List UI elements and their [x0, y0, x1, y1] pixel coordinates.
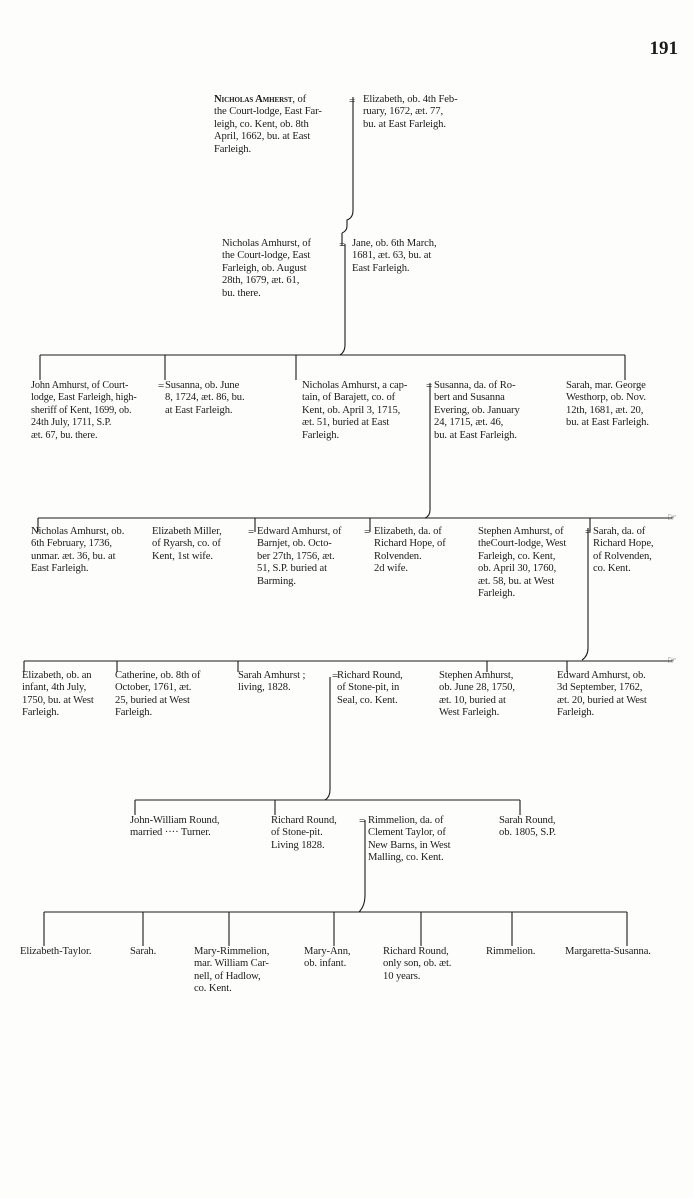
gen3-sarah: Sarah, mar. George Westhorp, ob. Nov. 12th, 1681, æt. 20, bu. at East Farleigh. [566, 380, 649, 429]
gen5-edward: Edward Amhurst, ob. 3d September, 1762, æt. 20, buried at West Farleigh. [557, 670, 647, 719]
gen5-catherine: Catherine, ob. 8th of October, 1761, æt. 25, buried at West Farleigh. [115, 670, 201, 719]
marriage-mark: = [349, 95, 356, 107]
pointing-hand-icon: ☞ [667, 512, 677, 524]
gen6-richard-wife: Rimmelion, da. of Clement Taylor, of New Barns, in West Malling, co. Kent. [368, 815, 451, 864]
gen3-nicholas-wife: Susanna, da. of Ro- bert and Susanna Evering, ob. January 24, 1715, æt. 46, bu. at East Farleigh. [434, 380, 520, 441]
gen2-wife: Jane, ob. 6th March, 1681, æt. 63, bu. at East Farleigh. [352, 238, 437, 274]
gen7-mary-rimmelion: Mary-Rimmelion, mar. William Car- nell, of Hadlow, co. Kent. [194, 946, 270, 995]
gen1-husband: Nicholas Amherst, of the Court-lodge, East Far- leigh, co. Kent, ob. 8th April, 1662, bu. at East Farleigh. [214, 94, 322, 155]
gen3-john: John Amhurst, of Court- lodge, East Farleigh, high- sheriff of Kent, 1699, ob. 24th July, 1711, S.P. æt. 67, bu. there. [31, 380, 137, 441]
marriage-mark: = [339, 239, 346, 251]
gen4-edward-wife2: Elizabeth, da. of Richard Hope, of Rolvenden. 2d wife. [374, 526, 446, 575]
marriage-mark: = [364, 526, 371, 538]
marriage-mark: = [158, 380, 165, 392]
gen3-john-wife: Susanna, ob. June 8, 1724, æt. 86, bu. at East Farleigh. [165, 380, 245, 416]
page-number: 191 [649, 38, 678, 59]
gen6-john-william: John-William Round, married ···· Turner. [130, 815, 220, 839]
marriage-mark: = [332, 670, 339, 682]
pointing-hand-icon: ☞ [667, 655, 677, 667]
gen2-husband: Nicholas Amhurst, of the Court-lodge, East Farleigh, ob. August 28th, 1679, æt. 61, bu. there. [222, 238, 311, 299]
gen7-richard: Richard Round, only son, ob. æt. 10 years. [383, 946, 452, 982]
gen1-wife: Elizabeth, ob. 4th Feb- ruary, 1672, æt. 77, bu. at East Farleigh. [363, 94, 458, 130]
marriage-mark: = [585, 526, 592, 538]
gen3-nicholas: Nicholas Amhurst, a cap- tain, of Barajett, co. of Kent, ob. April 3, 1715, æt. 51, buried at East Farleigh. [302, 380, 408, 441]
gen4-edward: Edward Amhurst, of Barnjet, ob. Octo- ber 27th, 1756, æt. 51, S.P. buried at Barming. [257, 526, 342, 587]
gen6-richard: Richard Round, of Stone-pit. Living 1828. [271, 815, 337, 851]
gen7-rimmelion: Rimmelion. [486, 946, 536, 957]
gen7-mary-ann: Mary-Ann, ob. infant. [304, 946, 351, 970]
gen7-sarah: Sarah. [130, 946, 157, 957]
gen4-stephen: Stephen Amhurst, of theCourt-lodge, West Farleigh, co. Kent, ob. April 30, 1760, æt. 58, bu. at West Farleigh. [478, 526, 567, 600]
gen4-nicholas: Nicholas Amhurst, ob. 6th February, 1736, unmar. æt. 36, bu. at East Farleigh. [31, 526, 125, 575]
gen6-sarah: Sarah Round, ob. 1805, S.P. [499, 815, 556, 839]
marriage-mark: = [359, 815, 366, 827]
gen4-stephen-wife: Sarah, da. of Richard Hope, of Rolvenden, co. Kent. [593, 526, 654, 575]
marriage-mark: = [426, 380, 433, 392]
gen5-sarah: Sarah Amhurst ; living, 1828. [238, 670, 306, 694]
gen5-sarah-husband: Richard Round, of Stone-pit, in Seal, co. Kent. [337, 670, 403, 706]
gen5-stephen: Stephen Amhurst, ob. June 28, 1750, æt. 10, buried at West Farleigh. [439, 670, 515, 719]
gen4-edward-wife1: Elizabeth Miller, of Ryarsh, co. of Kent, 1st wife. [152, 526, 222, 562]
gen7-margaretta-susanna: Margaretta-Susanna. [565, 946, 651, 957]
gen7-elizabeth-taylor: Elizabeth-Taylor. [20, 946, 92, 957]
gen5-elizabeth: Elizabeth, ob. an infant, 4th July, 1750, bu. at West Farleigh. [22, 670, 94, 719]
marriage-mark: = [248, 526, 255, 538]
